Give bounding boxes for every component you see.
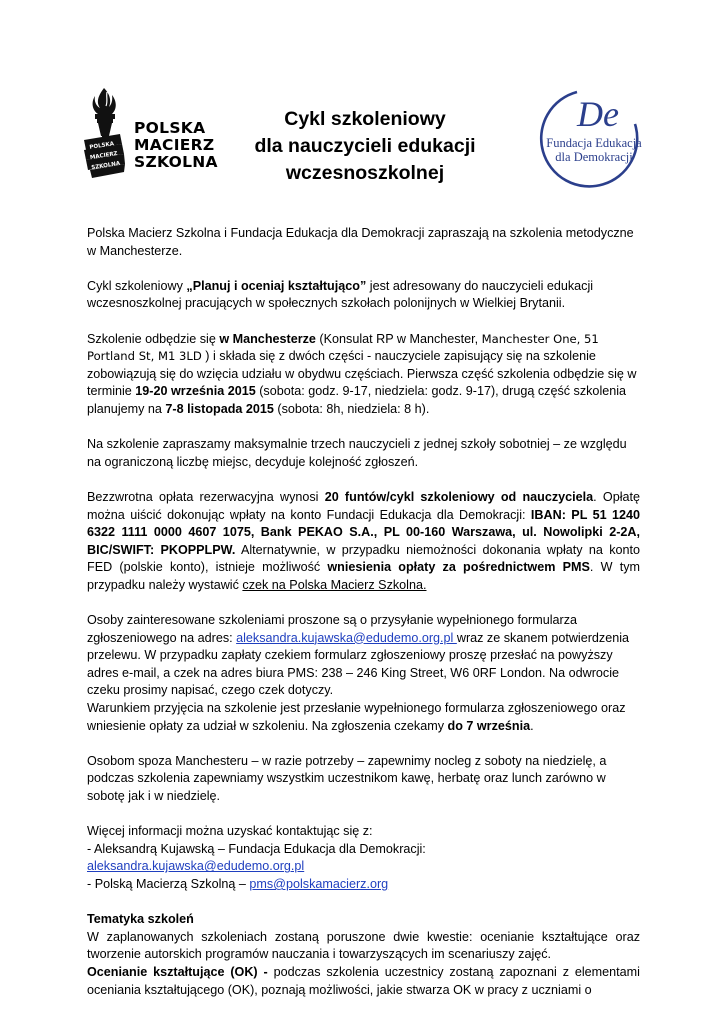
location-text-2: (Konsulat RP w Manchester, <box>315 331 482 346</box>
application-paragraph <box>87 612 640 700</box>
location-text-1: Szkolenie odbędzie się <box>87 331 220 346</box>
formative-assessment-text: podczas szkolenia uczestnicy zostaną zapoznani z elementami oceniania kształtującego (OK), poznają możliwości, jakie stwarza OK w pracy z uczniami o <box>87 964 640 997</box>
fed-logo-line-1: Fundacja Edukacja <box>546 136 642 150</box>
polska-macierz-szkolna-logo <box>82 84 222 184</box>
location-text-5: (sobota: 8h, niedziela: 8 h). <box>273 401 430 416</box>
pms-logo-line-2: MACIERZ <box>134 136 215 154</box>
application-text-1: Osoby zainteresowane szkoleniami proszone są o przysyłanie wypełnionego formularza zgłoszeniowego na adres: <box>87 613 578 645</box>
location-text-3: ) i składa się z dwóch części - nauczyciele zapisujący się na szkolenie zobowiązują się do wzięcia udziału w obydwu częściach. Pierwsza część szkolenia odbędzie się w terminie <box>87 349 637 399</box>
document-title <box>230 106 500 187</box>
emblem-text-1: POLSKA <box>89 141 115 151</box>
deadline-date: do 7 września <box>447 718 531 733</box>
contact-2-label: - Polską Macierzą Szkolną – <box>87 876 250 891</box>
deadline-text-2: . <box>530 718 534 733</box>
section-heading: Tematyka szkoleń <box>87 912 194 927</box>
program-name: „Planuj i oceniaj kształtująco” <box>186 278 367 293</box>
emblem-text-3: SZKOLNA <box>91 160 121 172</box>
pms-logo-line-3: SZKOLNA <box>134 153 218 171</box>
fed-logo-text <box>545 136 643 164</box>
location-city: w Manchesterze <box>219 331 316 346</box>
formative-assessment-paragraph <box>87 964 640 999</box>
contact-1-email-link[interactable]: aleksandra.kujawska@edudemo.org.pl <box>87 859 305 874</box>
title-line-3: wczesnoszkolnej <box>285 162 445 184</box>
contact-2-email-link[interactable]: pms@polskamacierz.org <box>249 876 389 891</box>
program-text-1: Cykl szkoleniowy <box>87 278 187 293</box>
fee-text-3: Alternatywnie, w przypadku niemożności dokonania wpłaty na konto FED (polskie konto), istnieje możliwość <box>87 542 641 575</box>
title-line-2: dla nauczycieli edukacji <box>254 135 476 157</box>
fee-amount: 20 funtów/cykl szkoleniowy od nauczyciela <box>324 489 594 504</box>
location-paragraph <box>87 331 640 419</box>
first-date: 19-20 września 2015 <box>135 384 256 399</box>
contact-intro: Więcej informacji można uzyskać kontaktując się z: <box>87 824 373 839</box>
fee-paragraph <box>87 489 640 595</box>
contact-1-label: - Aleksandrą Kujawską – Fundacja Edukacja dla Demokracji: <box>87 841 426 856</box>
page-header <box>0 0 725 210</box>
emblem-text-2: MACIERZ <box>89 150 119 162</box>
topics-paragraph: W zaplanowanych szkoleniach zostaną poruszone dwie kwestie: ocenianie kształtujące oraz tworzenie autorskich programów nauczania i towarzyszących im scenariuszy zajęć. <box>87 929 640 962</box>
program-text-2: jest adresowany do nauczycieli edukacji wczesnoszkolnej pracujących w społecznych szkołach polonijnych w Wielkiej Brytanii. <box>87 278 594 311</box>
torch-emblem-icon <box>82 84 128 184</box>
fee-text-2: . Opłatę można uiścić dokonując wpłaty na konto Fundacji Edukacja dla Demokracji: <box>87 489 641 522</box>
fee-text-4: . W tym przypadku należy wystawić <box>87 560 640 592</box>
application-text-2: wraz ze skanem potwierdzenia przelewu. W przypadku zapłaty czekiem formularz zgłoszeniowy proszę przesłać na powyższy adres e-mail, a czek na adres biura PMS: 238 – 246 King Street, W6 0RF London. Na odwrocie czeku prosimy napisać, czego czek dotyczy. <box>87 630 630 698</box>
pms-logo-text <box>134 120 218 171</box>
limit-paragraph: Na szkolenie zapraszamy maksymalnie trzech nauczycieli z jednej szkoły sobotniej – ze względu na ograniczoną liczbę miejsc, decyduje kolejność zgłoszeń. <box>87 437 627 469</box>
fed-logo-line-2: dla Demokracji <box>555 150 633 164</box>
contact-paragraph <box>87 823 640 893</box>
cheque-payee: czek na Polska Macierz Szkolna. <box>242 577 427 592</box>
formative-assessment-label: Ocenianie kształtujące (OK) - <box>87 964 268 979</box>
fee-text-1: Bezzwrotna opłata rezerwacyjna wynosi <box>87 489 325 504</box>
location-text-4: (sobota: godz. 9-17, niedziela: godz. 9-17), drugą część szkolenia planujemy na <box>87 384 627 416</box>
document-body <box>87 225 640 999</box>
fed-monogram: De <box>577 94 619 134</box>
title-line-1: Cykl szkoleniowy <box>284 108 446 130</box>
accommodation-paragraph: Osobom spoza Manchesteru – w razie potrzeby – zapewnimy nocleg z soboty na niedzielę, a podczas szkolenia zapewniamy wszystkim uczestnikom kawę, herbatę oraz lunch zarówno w sobotę jak i w niedzielę. <box>87 753 607 803</box>
intro-paragraph: Polska Macierz Szkolna i Fundacja Edukacja dla Demokracji zapraszają na szkolenia metodyczne w Manchesterze. <box>87 226 634 258</box>
pms-logo-line-1: POLSKA <box>134 119 206 137</box>
pms-payment-option: wniesienia opłaty za pośrednictwem PMS <box>327 560 590 575</box>
bank-details: IBAN: PL 51 1240 6322 1111 0000 4607 1075, Bank PEKAO S.A., PL 00-160 Warszawa, ul. Nowolipki 2-2A, BIC/SWIFT: PKOPPLPW. <box>87 507 640 557</box>
consulate-address: Manchester One, 51 Portland St, M1 3LD <box>87 331 599 364</box>
deadline-text-1: Warunkiem przyjęcia na szkolenie jest przesłanie wypełnionego formularza zgłoszeniowego oraz wniesienie opłaty za udział w szkoleniu. Na zgłoszenia czekamy <box>87 701 626 733</box>
deadline-paragraph <box>87 700 640 735</box>
fundacja-edukacja-logo <box>537 84 643 188</box>
program-paragraph <box>87 278 640 313</box>
application-email-link[interactable]: aleksandra.kujawska@edudemo.org.pl <box>236 630 457 645</box>
second-date: 7-8 listopada 2015 <box>165 401 274 416</box>
